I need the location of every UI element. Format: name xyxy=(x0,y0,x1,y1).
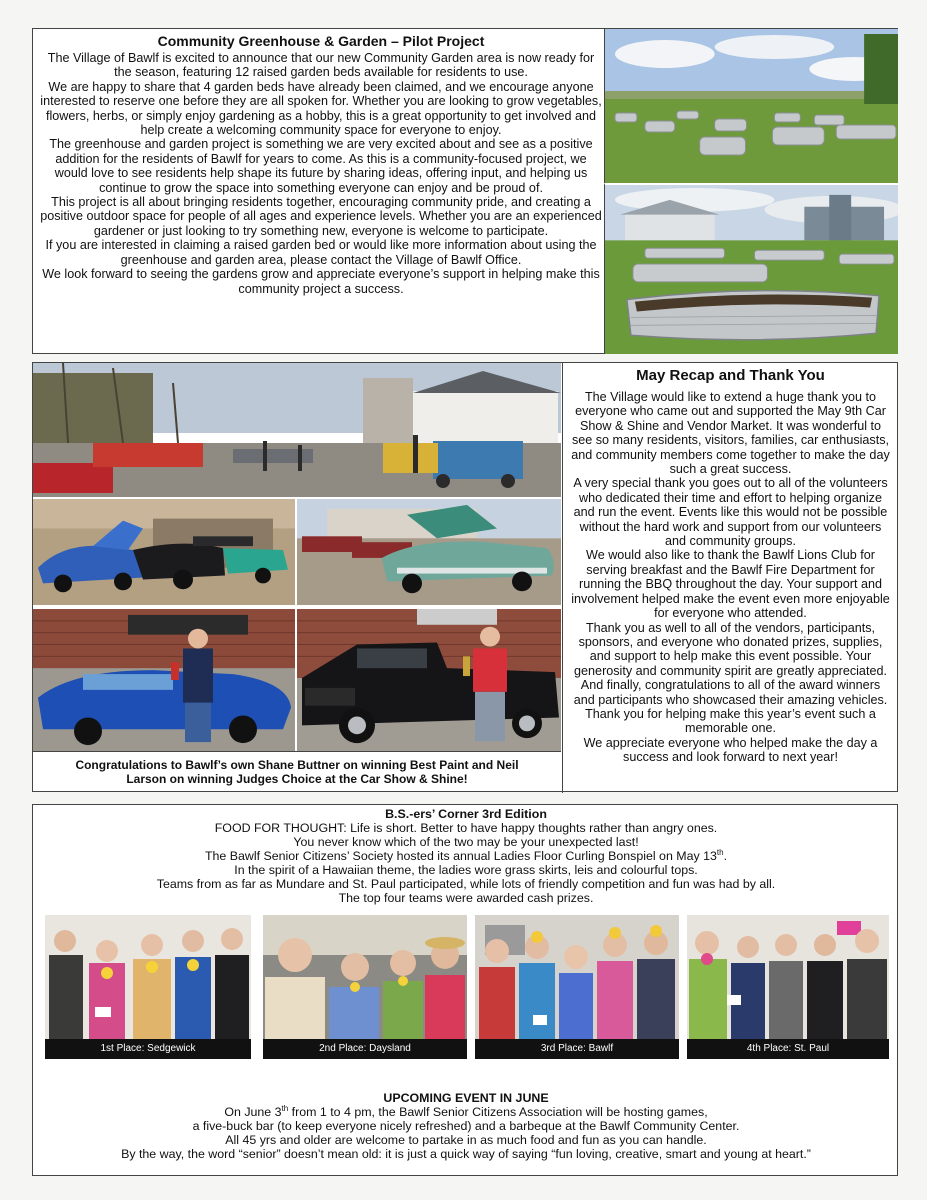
greenhouse-title: Community Greenhouse & Garden – Pilot Project xyxy=(157,33,485,49)
upcoming-line-4: By the way, the word “senior” doesn’t mean old: it is just a quick way of saying “fun loving, creative, smart and young at heart.” xyxy=(121,1147,811,1161)
team-photo-daysland xyxy=(263,915,467,1059)
may-recap-article xyxy=(562,363,898,793)
bs-corner-intro xyxy=(33,807,899,905)
car-show-street-photo xyxy=(33,363,561,497)
team-caption-st-paul: 4th Place: St. Paul xyxy=(687,1039,889,1059)
greenhouse-paragraph-4: This project is all about bringing residents together, encouraging community pride, and creating a positive outdoor space for people of all ages and experience levels. Whether you are an experienced gardener or just looking to try something new, everyone is welcome to participate. xyxy=(40,195,602,238)
upcoming-line-2: a five-buck bar (to keep everyone nicely refreshed) and a barbeque at the Bawlf Community Center. xyxy=(192,1119,740,1133)
recap-paragraph-5: And finally, congratulations to all of the award winners and participants who showcased their amazing vehicles. Thank you for helping make this year’s event such a memorable one. xyxy=(573,678,888,736)
team-photo-st-paul xyxy=(687,915,889,1059)
bs-line-4: In the spirit of a Hawaiian theme, the ladies wore grass skirts, leis and colourful tops. xyxy=(234,863,698,877)
recap-paragraph-3: We would also like to thank the Bawlf Lions Club for serving breakfast and the Bawlf Fire Department for running the BBQ throughout the day. Your support and involvement helped make the event even more enjoyable for everyone who attended. xyxy=(571,548,890,621)
upcoming-line-3: All 45 yrs and older are welcome to partake in as much food and fun as you can handle. xyxy=(225,1133,707,1147)
bs-line-6: The top four teams were awarded cash prizes. xyxy=(338,891,594,905)
recap-paragraph-6: We appreciate everyone who helped make the day a success and look forward to next year! xyxy=(583,735,878,765)
recap-paragraph-2: A very special thank you goes out to all of the volunteers who dedicated their time and effort to helping organize and run the event. Events like this would not be possible without the hard work and support from our volunteers and community groups. xyxy=(573,476,888,549)
team-photo-bawlf xyxy=(475,915,679,1059)
garden-beds-photo-2 xyxy=(604,183,898,354)
carshow-section xyxy=(32,362,898,792)
greenhouse-article xyxy=(39,33,603,296)
shane-buttner-best-paint-photo xyxy=(33,607,295,751)
bs-line-2: You never know which of the two may be your unexpected last! xyxy=(293,835,639,849)
recap-paragraph-4: Thank you as well to all of the vendors, participants, sponsors, and everyone who donated prizes, supplies, and support to help make this event possible. Your generosity and community spirit are greatly appreciated. xyxy=(574,620,887,678)
greenhouse-section xyxy=(32,28,898,354)
greenhouse-paragraph-6: We look forward to seeing the gardens grow and appreciate everyone’s support in helping make this community project a success. xyxy=(42,267,600,296)
greenhouse-paragraph-3: The greenhouse and garden project is something we are very excited about and see as a positive addition for the residents of Bawlf for years to come. As this is a community-focused project, we would love to see residents help shape its future by sharing ideas, offering input, and helping us continue to grow the space into something everyone can enjoy and be proud of. xyxy=(49,137,593,195)
bs-line-3: The Bawlf Senior Citizens’ Society hosted its annual Ladies Floor Curling Bonspiel on May 13th. xyxy=(204,847,728,863)
car-show-winners-caption xyxy=(33,751,561,793)
blue-corvette-photo xyxy=(33,497,295,605)
upcoming-event xyxy=(33,1091,899,1161)
recap-paragraph-1: The Village would like to extend a huge thank you to everyone who came out and supported the May 9th Car Show & Shine and Vendor Market. It was wonderful to see so many residents, visitors, families, car enthusiasts, and community members come together to make the day such a great success. xyxy=(571,390,890,477)
neil-larson-judges-choice-photo xyxy=(297,607,561,751)
team-photo-sedgewick xyxy=(45,915,251,1059)
team-caption-daysland: 2nd Place: Daysland xyxy=(263,1039,467,1059)
green-classic-car-photo xyxy=(297,497,561,605)
greenhouse-paragraph-2: We are happy to share that 4 garden beds have already been claimed, and we encourage anyone interested to reserve one before they are all spoken for. Whether you are looking to grow vegetables, flowers, herbs, or simply enjoy gardening as a hobby, this is a great opportunity to get involved and help create a welcoming community space for everyone to enjoy. xyxy=(40,79,602,138)
upcoming-line-1: On June 3th from 1 to 4 pm, the Bawlf Senior Citizens Association will be hosting games, xyxy=(224,1103,708,1119)
greenhouse-paragraph-1: The Village of Bawlf is excited to announce that our new Community Garden area is now ready for the season, featuring 12 raised garden beds available for residents to use. xyxy=(47,51,595,80)
bs-corner-title: B.S.-ers’ Corner 3rd Edition xyxy=(385,807,547,821)
bs-line-5: Teams from as far as Mundare and St. Paul participated, while lots of friendly competition and fun was had by all. xyxy=(156,877,776,891)
team-caption-bawlf: 3rd Place: Bawlf xyxy=(475,1039,679,1059)
car-show-caption-text: Congratulations to Bawlf’s own Shane Buttner on winning Best Paint and Neil Larson on winning Judges Choice at the Car Show & Shine! xyxy=(75,758,519,786)
upcoming-event-title: UPCOMING EVENT IN JUNE xyxy=(383,1091,549,1105)
bs-line-1: FOOD FOR THOUGHT: Life is short. Better to have happy thoughts rather than angry ones. xyxy=(214,821,718,835)
greenhouse-paragraph-5: If you are interested in claiming a raised garden bed or would like more information about using the greenhouse and garden area, please contact the Village of Bawlf Office. xyxy=(45,238,597,267)
may-recap-title: May Recap and Thank You xyxy=(636,367,825,384)
garden-beds-photo-1 xyxy=(604,29,898,183)
bs-ers-corner-section xyxy=(32,804,898,1176)
team-caption-sedgewick: 1st Place: Sedgewick xyxy=(45,1039,251,1059)
